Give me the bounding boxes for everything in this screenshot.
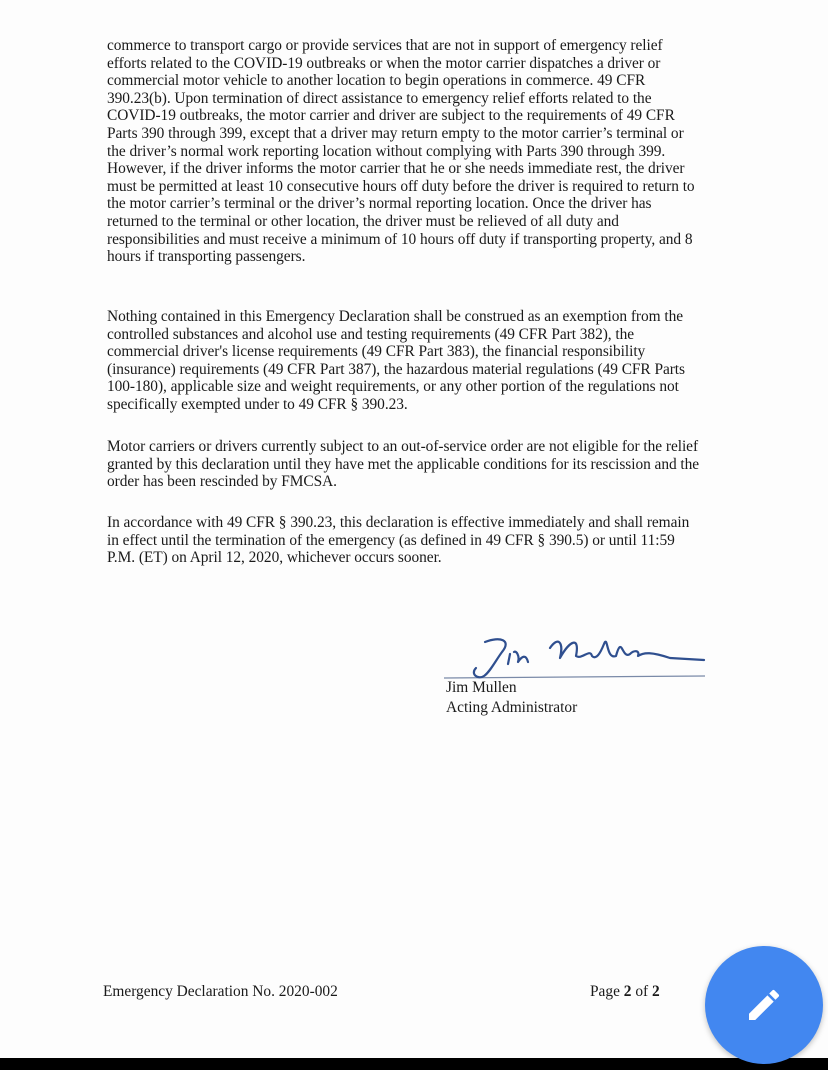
signatory-title: Acting Administrator (446, 699, 578, 716)
paragraph-effective-date: In accordance with 49 CFR § 390.23, this declaration is effective immediately and shall remain in effect until the termination of the emergency (as defined in 49 CFR § 390.5) or until 11:59 P.M. (ET) on April 12, 2020, whichever occurs sooner. (107, 514, 690, 567)
signature-block (440, 630, 720, 720)
edit-fab-button[interactable] (705, 946, 823, 1064)
paragraph-exemption-exclusions: Nothing contained in this Emergency Declaration shall be construed as an exemption from the controlled substances and alcohol use and testing requirements (49 CFR Part 382), the commercial driver's license requirements (49 CFR Part 383), the financial responsibility (insurance) requirements (49 CFR Part 387), the hazardous material regulations (49 CFR Parts 100-180), applicable size and weight requirements, or any other portion of the regulations not specifically exempted under to 49 CFR § 390.23. (107, 308, 685, 413)
pencil-edit-icon (744, 985, 784, 1025)
page-current: 2 (623, 983, 632, 1000)
page-total: 2 (652, 983, 660, 1000)
page-of: of (631, 983, 652, 1000)
paragraph-relief-termination: commerce to transport cargo or provide services that are not in support of emergency relief efforts related to the COVID-19 outbreaks or when the motor carrier dispatches a driver or commercial motor vehicle to another location to begin operations in commerce. 49 CFR 390.23(b). Upon termination of direct assistance to emergency relief efforts related to the COVID-19 outbreaks, the motor carrier and driver are subject to the requirements of 49 CFR Parts 390 through 399, except that a driver may return empty to the motor carrier’s terminal or the driver’s normal work reporting location without complying with Parts 390 through 399. However, if the driver informs the motor carrier that he or she needs immediate rest, the driver must be permitted at least 10 consecutive hours off duty before the driver is required to return to the motor carrier’s terminal or the driver’s normal reporting location. Once the driver has returned to the terminal or other location, the driver must be relieved of all duty and responsibilities and must receive a minimum of 10 hours off duty if transporting property, and 8 hours if transporting passengers. (107, 37, 695, 266)
page-indicator (590, 983, 660, 1001)
signatory-name: Jim Mullen (446, 679, 517, 696)
paragraph-out-of-service: Motor carriers or drivers currently subject to an out-of-service order are not eligible for the relief granted by this declaration until they have met the applicable conditions for its rescission and the order has been rescinded by FMCSA. (107, 438, 700, 491)
handwritten-signature (440, 630, 720, 680)
declaration-number: Emergency Declaration No. 2020-002 (103, 983, 338, 1000)
page-prefix: Page (590, 983, 624, 1000)
system-navigation-bar (0, 1058, 828, 1070)
